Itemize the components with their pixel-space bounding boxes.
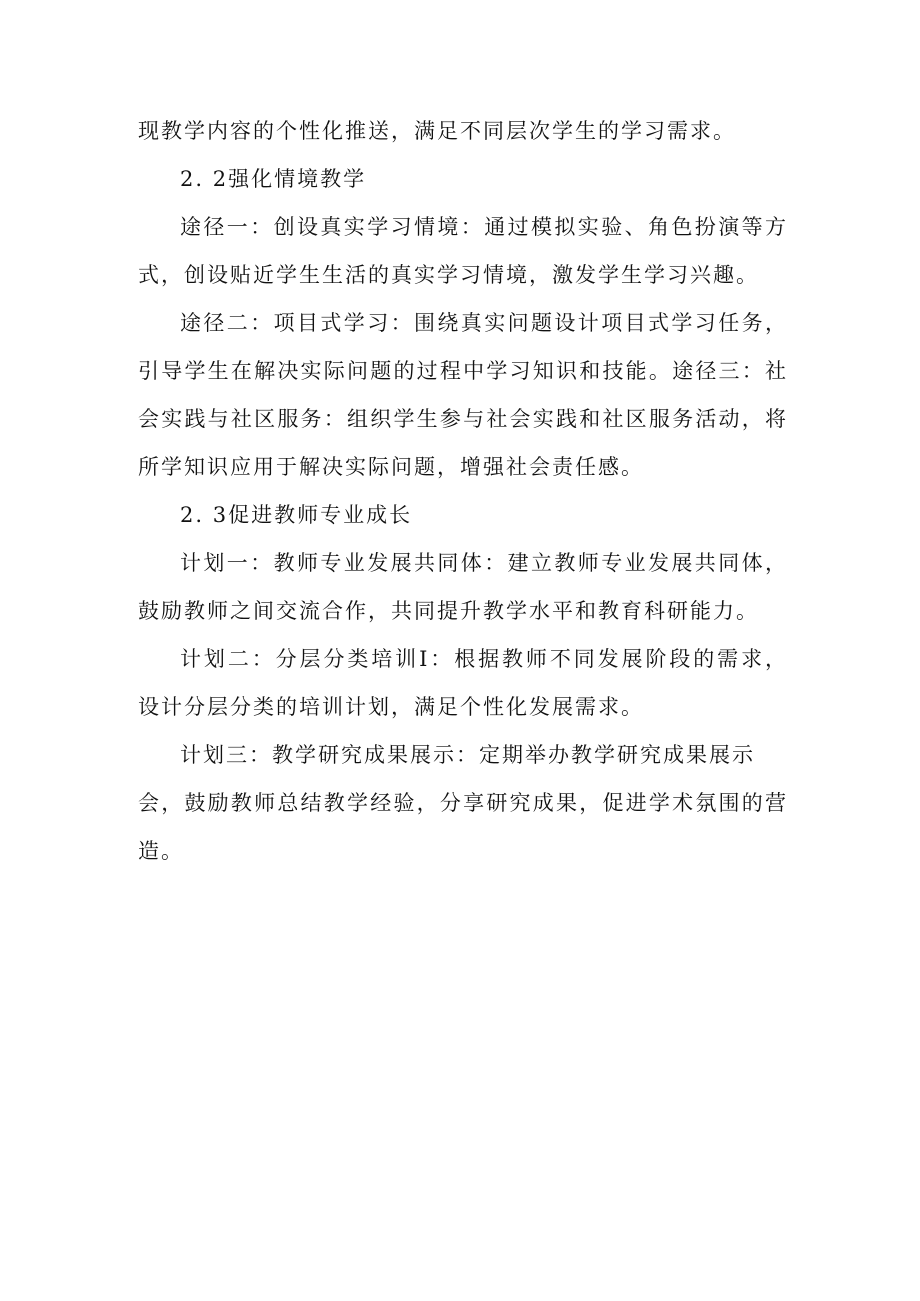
paragraph-line: 所学知识应用于解决实际问题，增强社会责任感。	[138, 455, 644, 479]
paragraph-line: 式，创设贴近学生生活的真实学习情境，激发学生学习兴趣。	[138, 263, 759, 287]
paragraph-line: 现教学内容的个性化推送，满足不同层次学生的学习需求。	[138, 119, 736, 143]
paragraph-line: 引导学生在解决实际问题的过程中学习知识和技能。途径三：社	[138, 359, 788, 383]
paragraph-line: 会实践与社区服务：组织学生参与社会实践和社区服务活动，将	[138, 407, 788, 431]
section-heading-2-3: 2. 3促进教师专业成长	[180, 503, 413, 527]
section-heading-2-2: 2. 2强化情境教学	[180, 167, 367, 191]
paragraph-line: 造。	[138, 839, 184, 863]
paragraph-line: 计划一：教师专业发展共同体：建立教师专业发展共同体，	[180, 551, 788, 575]
paragraph-line: 会，鼓励教师总结教学经验，分享研究成果，促进学术氛围的营	[138, 791, 788, 815]
paragraph-line: 计划二：分层分类培训I：根据教师不同发展阶段的需求，	[180, 647, 788, 671]
paragraph-line: 计划三：教学研究成果展示：定期举办教学研究成果展示	[180, 743, 755, 767]
paragraph-line: 途径二：项目式学习：围绕真实问题设计项目式学习任务，	[180, 311, 788, 335]
paragraph-line: 途径一：创设真实学习情境：通过模拟实验、角色扮演等方	[180, 215, 788, 239]
paragraph-line: 设计分层分类的培训计划，满足个性化发展需求。	[138, 695, 644, 719]
document-page	[138, 107, 788, 875]
paragraph-line: 鼓励教师之间交流合作，共同提升教学水平和教育科研能力。	[138, 599, 759, 623]
